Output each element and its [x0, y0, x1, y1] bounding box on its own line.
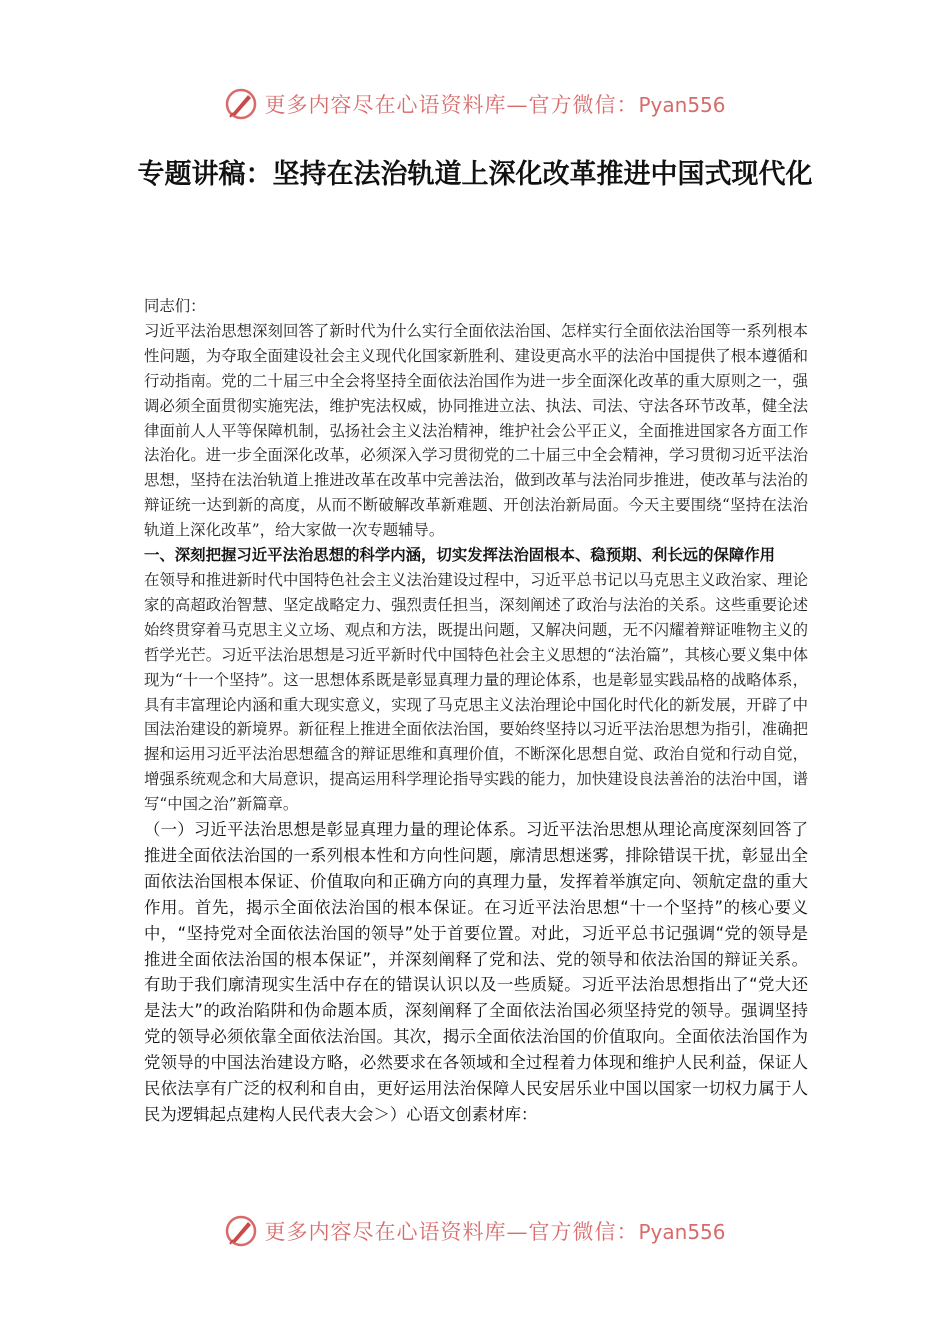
watermark-text: 更多内容尽在心语资料库—官方微信：Pyan556 — [264, 1220, 726, 1244]
watermark-banner-bottom — [0, 1209, 950, 1253]
document-body — [144, 294, 808, 1128]
greeting: 同志们： — [144, 297, 206, 315]
wechat-id: Pyan556 — [638, 1220, 726, 1244]
document-title: 专题讲稿：坚持在法治轨道上深化改革推进中国式现代化 — [137, 159, 813, 190]
watermark-text: 更多内容尽在心语资料库—官方微信：Pyan556 — [264, 93, 726, 117]
quill-logo-icon — [224, 1214, 258, 1248]
section-heading: 一、深刻把握习近平法治思想的科学内涵，切实发挥法治固根本、稳预期、利长远的保障作用 — [144, 546, 776, 565]
wechat-id: Pyan556 — [638, 93, 726, 117]
intro-paragraph: 习近平法治思想深刻回答了新时代为什么实行全面依法治国、怎样实行全面依法治国等一系列根本性问题，为夺取全面建设社会主义现代化国家新胜利、建设更高水平的法治中国提供了根本遵循和行动指南。党的二十届三中全会将坚持全面依法治国作为进一步全面深化改革的重大原则之一，强调必须全面贯彻实施宪法，维护宪法权威，协同推进立法、执法、司法、守法各环节改革，健全法律面前人人平等保障机制，弘扬社会主义法治精神，维护社会公平正义，全面推进国家各方面工作法治化。进一步全面深化改革，必须深入学习贯彻党的二十届三中全会精神，学习贯彻习近平法治思想，坚持在法治轨道上推进改革在改革中完善法治，做到改革与法治同步推进，使改革与法治的辩证统一达到新的高度，从而不断破解改革新难题、开创法治新局面。今天主要围绕“坚持在法治轨道上深化改革”，给大家做一次专题辅导。 — [144, 321, 808, 540]
section-paragraph: 在领导和推进新时代中国特色社会主义法治建设过程中，习近平总书记以马克思主义政治家、理论家的高超政治智慧、坚定战略定力、强烈责任担当，深刻阐述了政治与法治的关系。这些重要论述始终贯穿着马克思主义立场、观点和方法，既提出问题，又解决问题，无不闪耀着辩证唯物主义的哲学光芒。习近平法治思想是习近平新时代中国特色社会主义思想的“法治篇”，其核心要义集中体现为“十一个坚持”。这一思想体系既是彰显真理力量的理论体系，也是彰显实践品格的战略体系，具有丰富理论内涵和重大现实意义，实现了马克思主义法治理论中国化时代化的新发展，开辟了中国法治建设的新境界。新征程上推进全面依法治国，要始终坚持以习近平法治思想为指引，准确把握和运用习近平法治思想蕴含的辩证思维和真理价值，不断深化思想自觉、政治自觉和行动自觉，增强系统观念和大局意识，提高运用科学理论指导实践的能力，加快建设良法善治的法治中国，谱写“中国之治”新篇章。 — [144, 570, 808, 814]
subsection-paragraph: （一）习近平法治思想是彰显真理力量的理论体系。习近平法治思想从理论高度深刻回答了推进全面依法治国的一系列根本性和方向性问题，廓清思想迷雾，排除错误干扰，彰显出全面依法治国根本保证、价值取向和正确方向的真理力量，发挥着举旗定向、领航定盘的重大作用。首先，揭示全面依法治国的根本保证。在习近平法治思想“十一个坚持”的核心要义中，“坚持党对全面依法治国的领导”处于首要位置。对此，习近平总书记强调“党的领导是推进全面依法治国的根本保证”，并深刻阐释了党和法、党的领导和依法治国的辩证关系。有助于我们廓清现实生活中存在的错误认识以及一些质疑。习近平法治思想指出了“党大还是法大”的政治陷阱和伪命题本质，深刻阐释了全面依法治国必须坚持党的领导。强调坚持党的领导必须依靠全面依法治国。其次，揭示全面依法治国的价值取向。全面依法治国作为党领导的中国法治建设方略，必然要求在各领域和全过程着力体现和维护人民利益，保证人民依法享有广泛的权利和自由，更好运用法治保障人民安居乐业中国以国家一切权力属于人民为逻辑起点建构人民代表大会＞）心语文创素材库： — [144, 820, 808, 1124]
watermark-banner-top — [0, 82, 950, 126]
quill-logo-icon — [224, 87, 258, 121]
